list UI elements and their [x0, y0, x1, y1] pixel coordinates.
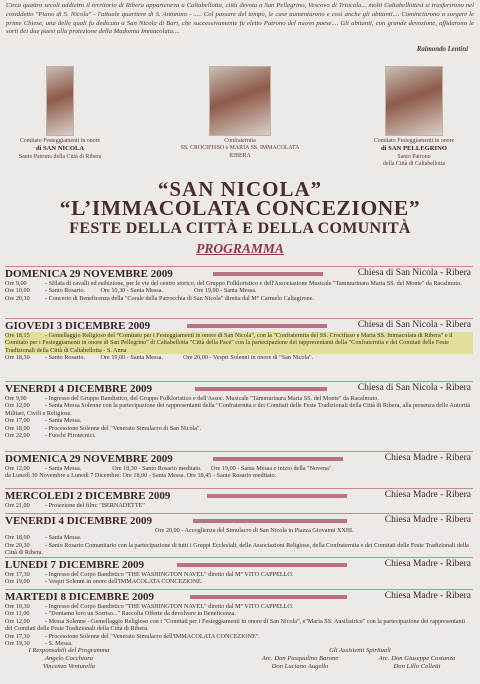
saint-nicola-block: [10, 66, 110, 161]
saint-pellegrino-block: [358, 66, 470, 169]
day-header: [5, 557, 473, 571]
footer-title: Gli Assistenti Spirituali: [329, 647, 391, 654]
day-section: [5, 557, 473, 586]
day-date: GIOVEDI 3 DICEMBRE 2009: [5, 320, 151, 332]
day-place: Chiesa Madre - Ribera: [384, 515, 471, 525]
event-row: Ore 18,30 - Santo Rosario. Ore 19,00 - Santa Messa. Ore 20,00 - Vespri Solenni in onore di "San Nicola".: [5, 354, 314, 362]
event-row: Ore 10,30 - Ingresso del Corpo Bandistico "THE WASHINGTON NAVEL" diretto dal M° VITO CAPPELLO.: [5, 603, 294, 610]
day-header-bar: [187, 324, 327, 328]
event-row: Ore 19,00 - Vespri Solenni in onore dell'IMMACOLATA CONCEZIONE.: [5, 578, 203, 586]
event-row: Ore 22,00 - Fuochi Pirotecnici.: [5, 432, 96, 440]
day-section: [5, 488, 473, 509]
event-row: Ore 12,00 - Santa Messa Solenne con la partecipazione dei rappresentanti della "Confraternita e dei Comitati delle Feste Tradizionali della Città di Ribera, alla presenza delle Autorità Militari, Civili e Religiose.: [5, 402, 471, 417]
saint-name: SS. CROCIFISSO e MARIA SS. IMMACOLATA: [180, 145, 300, 152]
day-date: VENERDI 4 DICEMBRE 2009: [5, 383, 152, 395]
saint-caption-line: Comitato Festeggiamenti in onore: [373, 138, 455, 144]
day-place: Chiesa Madre - Ribera: [384, 453, 471, 463]
day-place: Chiesa Madre - Ribera: [384, 591, 471, 601]
saint-caption-line: della Città di Caltabellotta: [383, 161, 445, 168]
event-row: Ore 20,30 - Concerto di Beneficenza della "Corale della Parrocchia di San Nicola" diretta dal M° Carmelo Caltagirone.: [5, 294, 315, 302]
event-row: Ore 18,00 - Santa Messa.: [5, 534, 82, 542]
footer-name: Don Luciano Augello: [271, 663, 329, 670]
event-row: Ore 19,30 - S. Messa.: [5, 640, 73, 648]
saint-caption-line: Confraternita: [224, 138, 256, 144]
footer-name: Angelo Cocchiara: [44, 655, 94, 662]
day-date: DOMENICA 29 NOVEMBRE 2009: [5, 453, 173, 465]
programma-heading: PROGRAMMA: [196, 241, 284, 256]
saint-caption-line: Comitato Festeggiamenti in onore: [19, 138, 101, 144]
event-row: Ore 17,30 - Processione Solenne del "Venerato Simulacro dell'IMMACOLATA CONCEZIONE".: [5, 632, 260, 640]
saint-caption-line: RIBERA: [229, 152, 251, 159]
event-row: Ore 10,00 - Santo Rosario. Ore 10,30 - Santa Messa. Ore 19,00 - Santa Messa.: [5, 287, 257, 295]
san-nicola-image: [46, 66, 74, 136]
footer-name: Arc. Don Pasqualino Barone: [261, 655, 339, 662]
day-section: [5, 266, 473, 302]
event-row: Ore 9,00 - Sfilata di cavalli ed esibizione, per le vie del centro storico, del Gruppo Folkloristico e dell'Associazione Musicale "Tammurinara Maria SS. del Monte" da Racalmuto.: [5, 280, 462, 287]
saint-name: di SAN PELLEGRINO: [381, 145, 447, 153]
event-row: Ore 18,15 - Gemellaggio Religioso del "Comitato per i Festeggiamenti in onore di San Nicola", con la "Confraternita del SS. Crocifisso e Maria SS. Immacolata di Ribera" e il Comitato per i Festeggiamenti in onore di San Pellegrino" di Caltabellotta "Città della Pace" con la partecipazione dei rappresentanti della "Confraternita e dei Comitati delle Feste Tradizionali della Città di Caltabellotta - S. Anna: [5, 332, 473, 354]
day-header: [5, 381, 473, 395]
day-header-bar: [190, 595, 347, 599]
day-date: VENERDI 4 DICEMBRE 2009: [5, 515, 152, 527]
intro-paragraph: Circa quattro secoli addietro il territorio di Ribera apparteneva a Caltabellotta, città devota a San Pellegrino, Vescovo di Triocala... molti Caltabellottesi si trasferirono nel cosiddetto "Piano di S. Nicola" - l'attuale quartiere di S. Antonino - ..... Col passare del tempo, le case aumentarono e così anche gli abitanti.... Cominciarono a sorgere le prime Chiese, una delle quali fu dedicata a San Nicola di Bari, che successivamente fu eletto Patrono del nuovo paese.... Gli abitanti, con grande devozione, affidarono le sorti dei due paesi alla protezione della Madonna Immacolata....: [6, 2, 474, 36]
day-header-bar: [207, 494, 347, 498]
day-header-bar: [213, 457, 343, 461]
day-header-bar: [213, 272, 323, 276]
event-row: Ore 17,00 - Santa Messa.: [5, 417, 82, 425]
day-header-bar: [177, 563, 347, 567]
day-date: MERCOLEDI 2 DICEMBRE 2009: [5, 490, 171, 502]
intro-signature: Raimondo Lentini: [416, 46, 468, 53]
event-row: Ore 9,00 - Ingresso del Gruppo Bandistico, del Gruppo Folkloristico e dell'Assoc. Musicale "Tammurinara Maria SS. del Monte" da Racalmuto.: [5, 395, 379, 402]
day-place: Chiesa Madre - Ribera: [384, 490, 471, 500]
day-header: [5, 513, 473, 527]
saint-caption-line: Santo Patrono: [397, 153, 431, 160]
event-row: Ore 17,30 - Ingresso del Corpo Bandistico "THE WASHINGTON NAVEL" diretto dal M° VITO CAPPELLO.: [5, 571, 294, 578]
day-header: [5, 451, 473, 465]
footer-name: Vincenzo Venturella: [42, 663, 96, 670]
day-section: [5, 589, 473, 647]
title-san-nicola: “SAN NICOLA”: [157, 177, 323, 201]
day-header: [5, 318, 473, 332]
day-header: [5, 266, 473, 280]
confraternita-block: [170, 66, 310, 160]
event-row: da Lunedì 30 Novembre a Lunedì 7 Dicembre: Ore 18,00 - Santa Messa. Ore 18,45 - Santo Rosario meditato.: [5, 472, 277, 480]
day-date: MARTEDI 8 DICEMBRE 2009: [5, 591, 155, 603]
title-feste: FESTE DELLA CITTÀ E DELLA COMUNITÀ: [69, 220, 411, 237]
day-header-bar: [195, 387, 327, 391]
day-section: [5, 451, 473, 480]
day-header: [5, 589, 473, 603]
san-pellegrino-image: [385, 66, 443, 136]
day-place: Chiesa Madre - Ribera: [384, 559, 471, 569]
immacolata-image: [209, 66, 271, 136]
day-date: DOMENICA 29 NOVEMBRE 2009: [5, 268, 173, 280]
event-row: Ore 20,00 - Accoglienza del Simulacro di San Nicola in Piazza Giovanni XXIII.: [155, 527, 354, 534]
event-row: Ore 11,00 - "Doniamo loro un Sorriso..." Raccolta Offerte da devolvere in Beneficenza.: [5, 610, 236, 618]
title-immacolata: “L’IMMACOLATA CONCEZIONE”: [59, 196, 421, 220]
intro-text: [6, 2, 474, 53]
day-header: [5, 488, 473, 502]
footer-spiritual-left: [240, 647, 391, 671]
saint-name: di SAN NICOLA: [35, 145, 85, 153]
day-header-bar: [193, 519, 347, 523]
event-row: Ore 20,30 - Santo Rosario Comunitario con la partecipazione di tutti i Gruppi Ecclesiali, delle Associazioni Religiose, della Confraternita e dei Comitati delle Feste Tradizionali della Città di Ribera.: [5, 541, 469, 557]
footer-name: Don Lillo Colletti: [393, 663, 441, 670]
footer-name: Arc. Don Giuseppe Costanza: [378, 655, 456, 662]
event-row: Ore 12,00 - Messa Solenne - Gemellaggio Religioso con i "Comitati per i Festeggiamenti in onore di San Nicola", e"Maria SS. Ausiliatrice" con la partecipazione dei rappresentanti dei Comitati delle Feste Tradizionali della Città di Ribera.: [5, 617, 466, 633]
event-row: Ore 12,00 - Santa Messa. Ore 18,30 - Santo Rosario meditato. Ore 19,00 - Santa Messa e inizio della "Novena".: [5, 465, 333, 472]
event-row: Ore 21,00 - Proiezione del film: "BERNADETTE": [5, 502, 145, 509]
day-section: [5, 513, 473, 557]
footer-spiritual-right: [358, 655, 476, 671]
day-place: Chiesa di San Nicola - Ribera: [357, 268, 471, 278]
day-section: [5, 381, 473, 439]
day-date: LUNEDI 7 DICEMBRE 2009: [5, 559, 145, 571]
day-place: Chiesa di San Nicola - Ribera: [357, 383, 471, 393]
footer-organizers: [14, 647, 124, 671]
footer-title: I Responsabili del Programma: [28, 647, 110, 654]
event-row: Ore 18,00 - Processione Solenne del "Venerato Simulacro di San Nicola".: [5, 424, 202, 432]
day-place: Chiesa di San Nicola - Ribera: [357, 320, 471, 330]
day-section: [5, 318, 473, 362]
saint-caption-line: Santo Patrono della Città di Ribera: [18, 153, 102, 160]
